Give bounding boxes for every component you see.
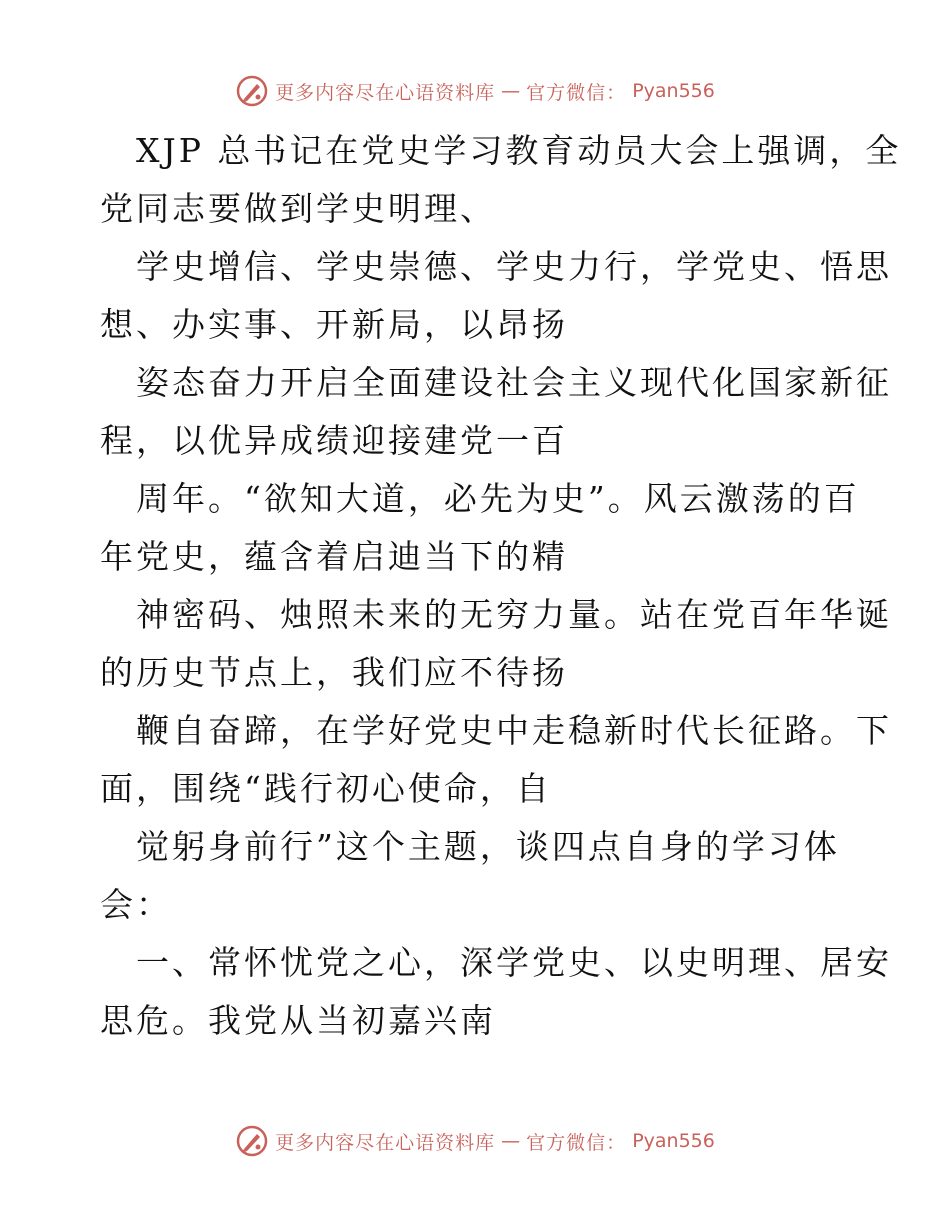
paragraph xyxy=(100,238,892,354)
paragraph xyxy=(100,934,892,1050)
paragraph-line-first: 觉躬身前行”这个主题，谈四点自身的学习体 xyxy=(136,827,840,866)
paragraph xyxy=(100,702,892,818)
paragraph-line-first: 鞭自奋蹄，在学好党史中走稳新时代长征路。下 xyxy=(136,711,892,750)
watermark-text: 更多内容尽在心语资料库 xyxy=(275,81,496,104)
paragraph xyxy=(100,586,892,702)
paragraph-line-rest: 思危。我党从当初嘉兴南 xyxy=(100,1001,496,1040)
paragraph-line-first: 一、常怀忧党之心，深学党史、以史明理、居安 xyxy=(136,943,892,982)
watermark-text: 更多内容尽在心语资料库 xyxy=(275,1131,496,1154)
header-watermark xyxy=(0,74,950,108)
paragraph-line-rest: 党同志要做到学史明理、 xyxy=(100,189,496,228)
pen-circle-logo-icon xyxy=(235,74,269,108)
paragraph xyxy=(100,818,860,934)
paragraph-line-rest: 会： xyxy=(100,885,172,924)
paragraph-line-rest: 的历史节点上，我们应不待扬 xyxy=(100,653,568,692)
paragraph-line-rest: 年党史，蕴含着启迪当下的精 xyxy=(100,537,568,576)
paragraph-line-first: 周年。“欲知大道，必先为史”。风云激荡的百 xyxy=(136,479,860,518)
paragraph xyxy=(100,122,902,238)
watermark-id: Pyan556 xyxy=(632,80,715,102)
paragraph xyxy=(100,470,860,586)
paragraph-line-first: 学史增信、学史崇德、学史力行，学党史、悟思 xyxy=(136,247,892,286)
watermark-dash: — xyxy=(501,1130,521,1152)
paragraph xyxy=(100,354,892,470)
paragraph-line-rest: 想、办实事、开新局，以昂扬 xyxy=(100,305,568,344)
paragraph-line-first: XJP 总书记在党史学习教育动员大会上强调，全 xyxy=(136,131,902,170)
watermark-label: 官方微信： xyxy=(526,81,627,104)
document-body xyxy=(100,122,902,1050)
watermark-dash: — xyxy=(501,80,521,102)
paragraph-line-first: 神密码、烛照未来的无穷力量。站在党百年华诞 xyxy=(136,595,892,634)
paragraph-line-first: 姿态奋力开启全面建设社会主义现代化国家新征 xyxy=(136,363,892,402)
pen-circle-logo-icon xyxy=(235,1124,269,1158)
paragraph-line-rest: 面，围绕“践行初心使命，自 xyxy=(100,769,552,808)
watermark-id: Pyan556 xyxy=(632,1130,715,1152)
watermark-label: 官方微信： xyxy=(526,1131,627,1154)
paragraph-line-rest: 程，以优异成绩迎接建党一百 xyxy=(100,421,568,460)
footer-watermark xyxy=(0,1124,950,1158)
